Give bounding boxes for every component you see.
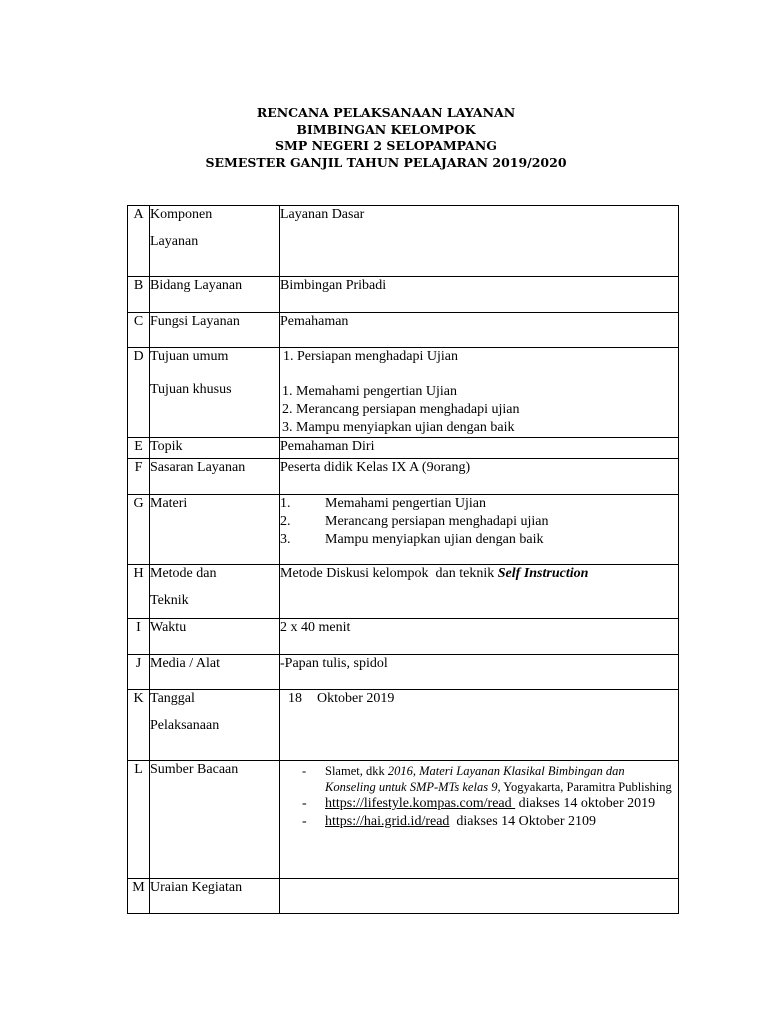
row-label (150, 690, 280, 761)
source-publisher: , Yogyakarta, Paramitra Publishing (497, 780, 672, 794)
table-row-e (128, 438, 679, 459)
title-line-4: SEMESTER GANJIL TAHUN PELAJARAN 2019/2020 (205, 154, 567, 170)
item-text: Memahami pengertian Ujian (325, 496, 486, 511)
row-label: Media / Alat (150, 655, 280, 690)
method-text: Metode Diskusi kelompok dan teknik (280, 566, 498, 581)
row-value (280, 690, 679, 761)
item-number: 1. (280, 496, 291, 511)
table-row-f (128, 459, 679, 495)
bullet-dash: - (302, 814, 307, 829)
label-line: Layanan (150, 234, 199, 249)
specific-goals (280, 383, 678, 437)
source-link[interactable]: https://hai.grid.id/read (325, 814, 450, 829)
row-label (150, 348, 280, 438)
item-text: Mampu menyiapkan ujian dengan baik (325, 532, 544, 547)
label-line: Metode dan (150, 566, 217, 581)
specific-goal-item: 3. Mampu menyiapkan ujian dengan baik (282, 420, 515, 435)
source-list (280, 763, 678, 831)
row-value: Pemahaman Diri (280, 438, 679, 459)
row-value: Pemahaman (280, 313, 679, 348)
title-line-2: BIMBINGAN KELOMPOK (296, 121, 476, 137)
table-row-b (128, 277, 679, 313)
row-letter: H (128, 565, 150, 619)
row-letter: M (128, 879, 150, 914)
row-label: Sumber Bacaan (150, 761, 280, 879)
label-line: Komponen (150, 207, 213, 222)
label-line: Pelaksanaan (150, 718, 220, 733)
row-letter: A (128, 206, 150, 277)
row-value (280, 879, 679, 914)
item-number: 3. (280, 532, 291, 547)
item-text: Merancang persiapan menghadapi ujian (325, 514, 549, 529)
source-title: 2016, Materi Layanan Klasikal Bimbingan dan Konseling untuk SMP-MTs kelas 9 (325, 764, 625, 794)
source-author: Slamet, dkk (325, 764, 388, 778)
row-value (280, 495, 679, 565)
row-label: Materi (150, 495, 280, 565)
label-line: Tujuan khusus (150, 382, 232, 397)
table-row-a (128, 206, 679, 277)
row-value (280, 348, 679, 438)
row-letter: B (128, 277, 150, 313)
date-month-year: Oktober 2019 (317, 691, 395, 706)
item-number: 2. (280, 514, 291, 529)
table-row-l (128, 761, 679, 879)
row-value: -Papan tulis, spidol (280, 655, 679, 690)
material-item (280, 513, 678, 531)
row-letter: G (128, 495, 150, 565)
plan-table (127, 205, 679, 914)
row-label: Fungsi Layanan (150, 313, 280, 348)
title-line-1: RENCANA PELAKSANAAN LAYANAN (256, 105, 516, 120)
row-value: 2 x 40 menit (280, 619, 679, 655)
date-day: 18 (288, 691, 302, 706)
specific-goal-item: 2. Merancang persiapan menghadapi ujian (282, 402, 520, 417)
row-value: Peserta didik Kelas IX A (9orang) (280, 459, 679, 495)
table-row-c (128, 313, 679, 348)
row-value (280, 565, 679, 619)
material-item (280, 495, 678, 513)
source-access-date: diakses 14 oktober 2019 (515, 796, 656, 811)
label-line: Teknik (150, 593, 189, 608)
bullet-dash: - (302, 796, 307, 811)
row-letter: K (128, 690, 150, 761)
row-letter: J (128, 655, 150, 690)
row-label: Topik (150, 438, 280, 459)
row-label: Waktu (150, 619, 280, 655)
source-item (280, 795, 678, 813)
row-letter: D (128, 348, 150, 438)
table-row-h (128, 565, 679, 619)
material-item (280, 531, 678, 549)
bullet-dash: - (302, 764, 307, 778)
row-value: Layanan Dasar (280, 206, 679, 277)
source-access-date: diakses 14 Oktober 2109 (449, 814, 597, 829)
table-row-m (128, 879, 679, 914)
row-value (280, 761, 679, 879)
document-title (0, 105, 768, 171)
row-letter: E (128, 438, 150, 459)
row-letter: C (128, 313, 150, 348)
source-item (280, 813, 678, 831)
row-label: Sasaran Layanan (150, 459, 280, 495)
table-row-i (128, 619, 679, 655)
specific-goal-item: 1. Memahami pengertian Ujian (282, 384, 457, 399)
general-goal-item: 1. Persiapan menghadapi Ujian (283, 349, 458, 364)
table-row-d (128, 348, 679, 438)
source-link[interactable]: https://lifestyle.kompas.com/read (325, 796, 516, 811)
row-label: Uraian Kegiatan (150, 879, 280, 914)
table-row-j (128, 655, 679, 690)
label-line: Tujuan umum (150, 349, 229, 364)
table-row-g (128, 495, 679, 565)
technique-emphasis: Self Instruction (497, 566, 589, 581)
title-line-3: SMP NEGERI 2 SELOPAMPANG (275, 138, 497, 154)
row-letter: I (128, 619, 150, 655)
row-label (150, 206, 280, 277)
label-line: Tanggal (150, 691, 195, 706)
row-label: Bidang Layanan (150, 277, 280, 313)
row-label (150, 565, 280, 619)
row-letter: F (128, 459, 150, 495)
row-letter: L (128, 761, 150, 879)
source-item (280, 763, 678, 795)
table-row-k (128, 690, 679, 761)
row-value: Bimbingan Pribadi (280, 277, 679, 313)
